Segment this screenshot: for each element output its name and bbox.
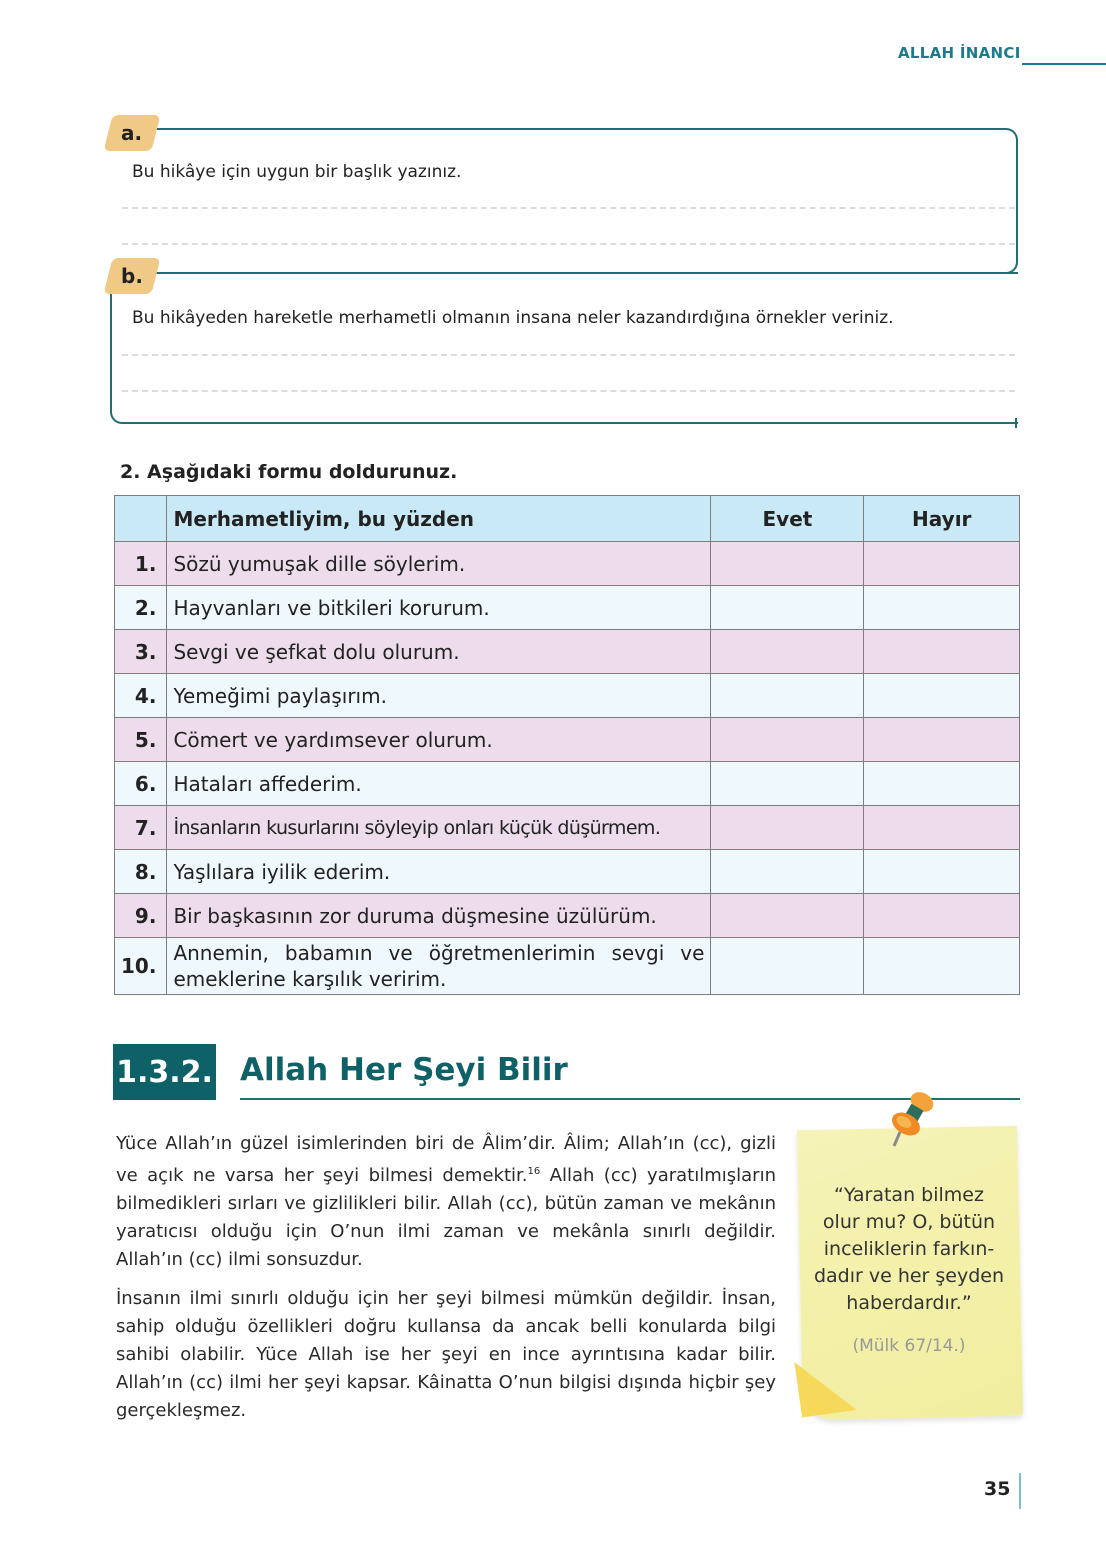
pushpin-icon xyxy=(886,1088,936,1148)
evet-cell[interactable] xyxy=(711,806,864,850)
evet-cell[interactable] xyxy=(711,938,864,995)
answer-line-b2[interactable] xyxy=(122,390,1015,392)
row-number: 3. xyxy=(115,630,167,674)
row-statement: Sözü yumuşak dille söylerim. xyxy=(167,542,711,586)
row-number: 4. xyxy=(115,674,167,718)
prompt-a: Bu hikâye için uygun bir başlık yazınız. xyxy=(132,162,462,182)
row-statement: Bir başkasının zor duruma düşmesine üzülürüm. xyxy=(167,894,711,938)
evet-cell[interactable] xyxy=(711,850,864,894)
evet-cell[interactable] xyxy=(711,718,864,762)
quote-line: olur mu? O, bütün xyxy=(822,1211,996,1233)
table-row xyxy=(115,630,1020,674)
page-number: 35 xyxy=(984,1478,1011,1500)
evet-cell[interactable] xyxy=(711,630,864,674)
paragraph-1-part-a: Yüce Allah’ın güzel isimlerinden biri de Âlim’dir. Âlim; Allah’ın (cc), gizli ve açık ne varsa her şeyi bilmesi demektir. xyxy=(116,1133,776,1186)
answer-line-a2[interactable] xyxy=(122,243,1015,245)
table-row xyxy=(115,806,1020,850)
header-statement: Merhametliyim, bu yüzden xyxy=(167,496,711,542)
hayir-cell[interactable] xyxy=(864,938,1020,995)
table-row xyxy=(115,718,1020,762)
section-title: Allah Her Şeyi Bilir xyxy=(240,1052,568,1088)
table-row xyxy=(115,850,1020,894)
body-paragraph-1 xyxy=(116,1130,776,1274)
label-tag-b xyxy=(104,258,161,294)
evet-cell[interactable] xyxy=(711,586,864,630)
hayir-cell[interactable] xyxy=(864,850,1020,894)
answer-line-a1[interactable] xyxy=(122,207,1015,209)
table-row xyxy=(115,542,1020,586)
row-number: 7. xyxy=(115,806,167,850)
table-row xyxy=(115,894,1020,938)
row-number: 2. xyxy=(115,586,167,630)
quote-text xyxy=(796,1182,1022,1317)
sticky-note xyxy=(796,1122,1022,1422)
prompt-b: Bu hikâyeden hareketle merhametli olmanın insana neler kazandırdığına örnekler veriniz. xyxy=(132,308,894,328)
answer-box-b xyxy=(110,272,1018,424)
header-hayir: Hayır xyxy=(864,496,1020,542)
row-statement: Annemin, babamın ve öğretmenlerimin sevgi ve emeklerine karşılık veririm. xyxy=(167,938,711,995)
row-statement: Hataları affederim. xyxy=(167,762,711,806)
body-paragraph-2: İnsanın ilmi sınırlı olduğu için her şeyi bilmesi mümkün değildir. İnsan, sahip olduğu özellikleri doğru kullansa da ancak belli konularda bilgi sahibi olabilir. Yüce Allah ise her şeyi en ince ayrıntısına kadar bilir. Allah’ın (cc) ilmi her şeyi kapsar. Kâinatta O’nun bilgisi dışında hiçbir şey gerçekleşmez. xyxy=(116,1288,776,1421)
hayir-cell[interactable] xyxy=(864,586,1020,630)
evet-cell[interactable] xyxy=(711,674,864,718)
answer-box-a xyxy=(110,128,1018,274)
label-b: b. xyxy=(121,264,143,288)
quote-line: dadır ve her şeyden xyxy=(813,1265,1005,1287)
answer-line-b1[interactable] xyxy=(122,354,1015,356)
quote-line: haberdardır.” xyxy=(846,1292,972,1314)
row-statement: Yaşlılara iyilik ederim. xyxy=(167,850,711,894)
hayir-cell[interactable] xyxy=(864,674,1020,718)
row-number: 8. xyxy=(115,850,167,894)
box-b-end-cap xyxy=(1015,418,1017,428)
header-num xyxy=(115,496,167,542)
row-number: 5. xyxy=(115,718,167,762)
sticky-note-fold xyxy=(794,1354,856,1417)
evet-cell[interactable] xyxy=(711,894,864,938)
header-evet: Evet xyxy=(711,496,864,542)
quote-line: inceliklerin farkın- xyxy=(823,1238,995,1260)
row-number: 6. xyxy=(115,762,167,806)
header-rule xyxy=(1022,63,1106,65)
table-row xyxy=(115,762,1020,806)
row-number: 1. xyxy=(115,542,167,586)
footnote-ref[interactable]: 16 xyxy=(527,1166,541,1177)
section-number-badge: 1.3.2. xyxy=(113,1044,216,1100)
table-header-row xyxy=(115,496,1020,542)
label-tag-a xyxy=(104,115,161,151)
hayir-cell[interactable] xyxy=(864,894,1020,938)
label-a: a. xyxy=(121,121,143,145)
row-statement: Hayvanları ve bitkileri korurum. xyxy=(167,586,711,630)
row-statement: İnsanların kusurlarını söyleyip onları küçük düşürmem. xyxy=(167,806,711,850)
table-row xyxy=(115,674,1020,718)
row-statement: Cömert ve yardımsever olurum. xyxy=(167,718,711,762)
table-row xyxy=(115,586,1020,630)
page-number-bar xyxy=(1019,1473,1021,1509)
hayir-cell[interactable] xyxy=(864,806,1020,850)
hayir-cell[interactable] xyxy=(864,762,1020,806)
paragraph-1-part-b: Allah (cc) yaratılmışların bilmedikleri sırları ve gizlilikleri bilir. Allah (cc), bütün zaman ve mekânın yaratıcısı olduğu için O’nun ilmi zaman ve mekânla sınırlı değildir. Allah’ın (cc) ilmi sonsuzdur. xyxy=(116,1165,776,1270)
exercise-2-title: 2. Aşağıdaki formu doldurunuz. xyxy=(120,461,458,483)
quote-reference: (Mülk 67/14.) xyxy=(852,1336,966,1356)
merhamet-form-table xyxy=(114,495,1020,995)
evet-cell[interactable] xyxy=(711,542,864,586)
hayir-cell[interactable] xyxy=(864,542,1020,586)
hayir-cell[interactable] xyxy=(864,718,1020,762)
hayir-cell[interactable] xyxy=(864,630,1020,674)
evet-cell[interactable] xyxy=(711,762,864,806)
row-number: 10. xyxy=(115,938,167,995)
quote-line: “Yaratan bilmez xyxy=(834,1184,984,1206)
row-statement: Yemeğimi paylaşırım. xyxy=(167,674,711,718)
row-number: 9. xyxy=(115,894,167,938)
row-statement: Sevgi ve şefkat dolu olurum. xyxy=(167,630,711,674)
table-row xyxy=(115,938,1020,995)
chapter-header: ALLAH İNANCI xyxy=(898,44,1021,62)
